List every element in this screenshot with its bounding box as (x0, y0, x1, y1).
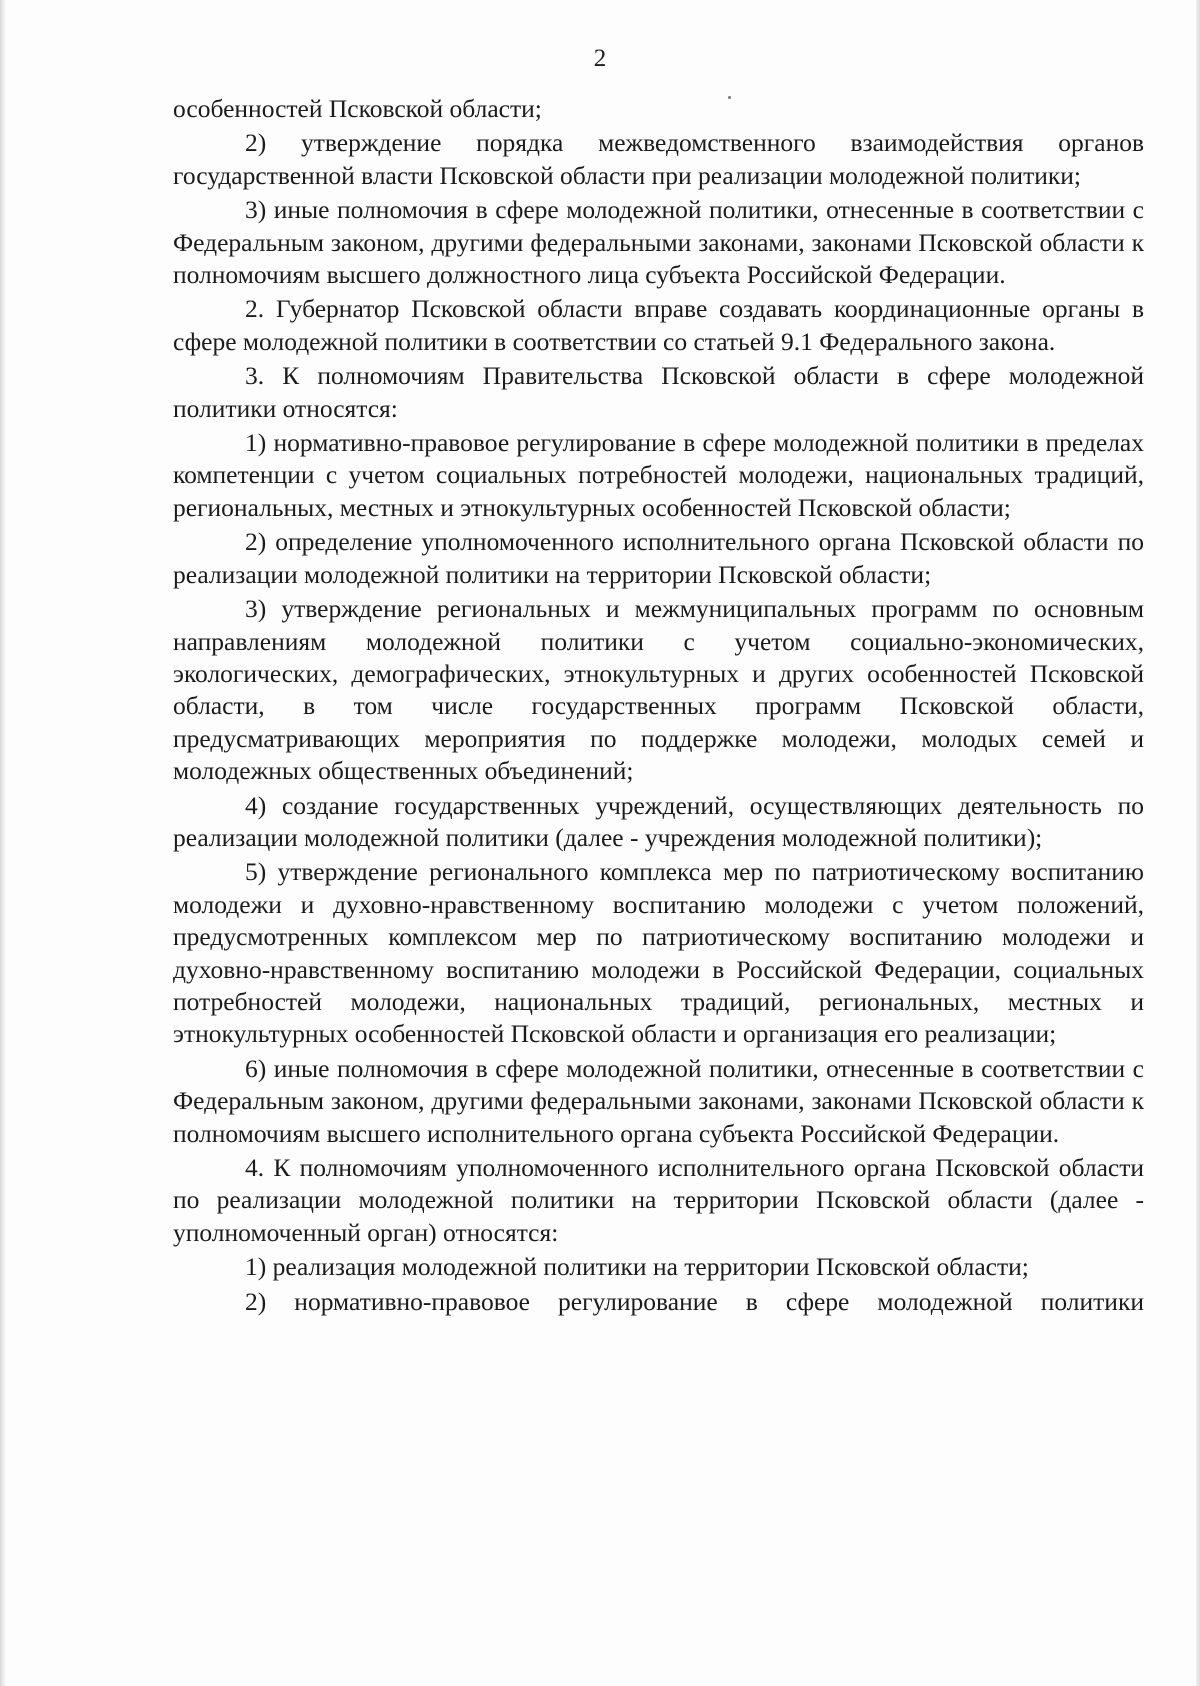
paragraph: 2) определение уполномоченного исполнительного органа Псковской области по реализации молодежной политики на территории Псковской области; (173, 527, 1144, 589)
paragraph: 3) утверждение региональных и межмуниципальных программ по основным направлениям молодежной политики с учетом социально-экономических, экологических, демографических, этнокультурных и других особенностей Псковской области, в том числе государственных программ Псковской области, предусматривающих мероприятия по поддержке молодежи, молодых семей и молодежных общественных объединений; (173, 594, 1144, 786)
paragraph-cut-off: 2) нормативно-правовое регулирование в сфере молодежной политики (245, 1286, 1144, 1316)
scan-edge-left (0, 0, 6, 1686)
paragraph: 4. К полномочиям уполномоченного исполнительного органа Псковской области по реализации молодежной политики на территории Псковской области (далее - уполномоченный орган) относятся: (173, 1153, 1144, 1247)
paragraph: 4) создание государственных учреждений, осуществляющих деятельность по реализации молодежной политики (далее - учреждения молодежной политики); (173, 790, 1144, 852)
page-number: 2 (593, 45, 607, 72)
paragraph: 5) утверждение регионального комплекса мер по патриотическому воспитанию молодежи и духовно-нравственному воспитанию молодежи с учетом положений, предусмотренных комплексом мер по патриотическому воспитанию молодежи и духовно-нравственному воспитанию молодежи в Российской Федерации, социальных потребностей молодежи, национальных традиций, региональных, местных и этнокультурных особенностей Псковской области и организация его реализации; (173, 857, 1144, 1049)
paragraph: 1) нормативно-правовое регулирование в сфере молодежной политики в пределах компетенции с учетом социальных потребностей молодежи, национальных традиций, региональных, местных и этнокультурных особенностей Псковской области; (173, 428, 1144, 522)
paragraph-continuation: особенностей Псковской области; (173, 94, 542, 123)
paragraph: 2. Губернатор Псковской области вправе создавать координационные органы в сфере молодежной политики в соответствии со статьей 9.1 Федерального закона. (173, 294, 1144, 356)
paragraph: 3) иные полномочия в сфере молодежной политики, отнесенные в соответствии с Федеральным законом, другими федеральными законами, законами Псковской области к полномочиям высшего должностного лица субъекта Российской Федерации. (173, 195, 1144, 290)
paragraph: 2) утверждение порядка межведомственного взаимодействия органов государственной власти Псковской области при реализации молодежной политики; (173, 128, 1144, 190)
paragraph: 1) реализация молодежной политики на территории Псковской области; (245, 1252, 1029, 1282)
scan-edge-right (1196, 0, 1200, 1686)
document-body (173, 93, 1144, 1320)
paragraph: 6) иные полномочия в сфере молодежной политики, отнесенные в соответствии с Федеральным законом, другими федеральными законами, законами Псковской области к полномочиям высшего исполнительного органа субъекта Российской Федерации. (173, 1053, 1144, 1148)
paragraph: 3. К полномочиям Правительства Псковской области в сфере молодежной политики относятся: (173, 361, 1144, 423)
